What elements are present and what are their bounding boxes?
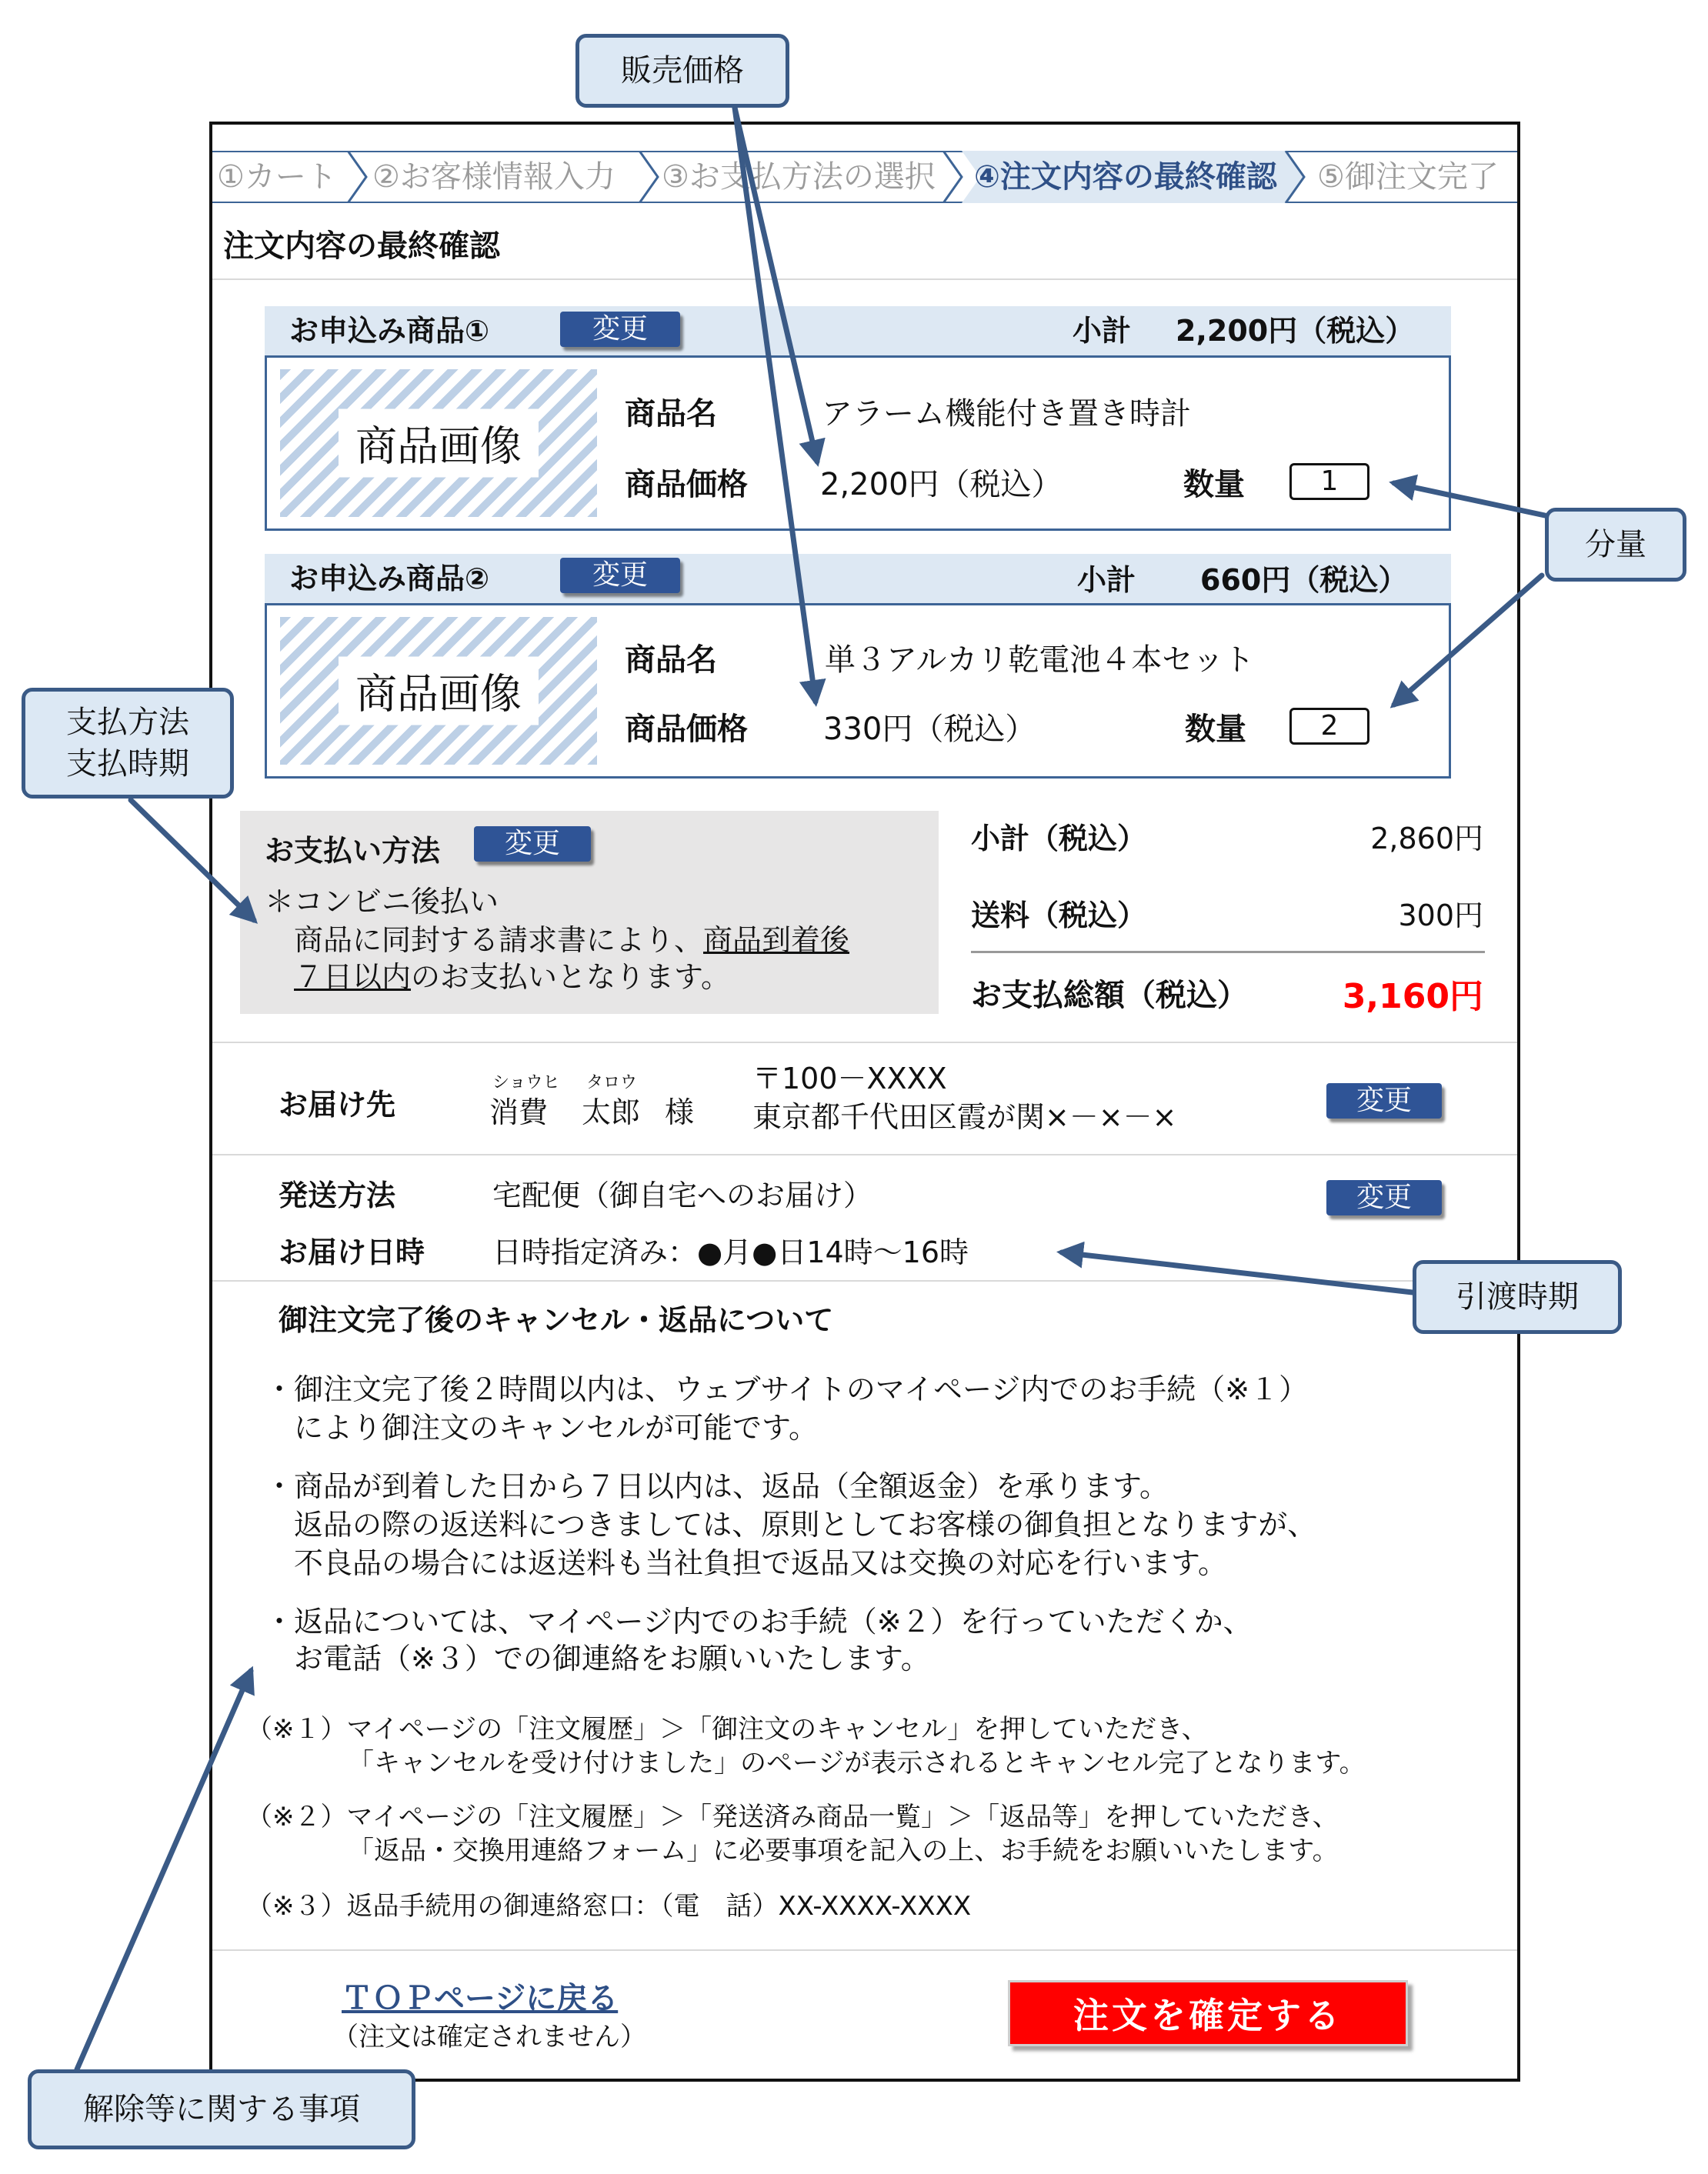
cancel-bullet-1-line-1: ・御注文完了後２時間以内は、ウェブサイトのマイページ内でのお手続（※１） bbox=[265, 1372, 1309, 1406]
shipping-change-button[interactable]: 変更 bbox=[1326, 1180, 1442, 1215]
divider bbox=[212, 1280, 1517, 1282]
divider bbox=[212, 1042, 1517, 1043]
payment-desc-1: 商品に同封する請求書により、 bbox=[294, 923, 704, 957]
page-title: 注文内容の最終確認 bbox=[223, 228, 500, 264]
callout-quantity: 分量 bbox=[1545, 508, 1686, 582]
payment-desc-2: のお支払いとなります。 bbox=[411, 960, 730, 994]
delivery-address: 東京都千代田区霞が関×－×－× bbox=[752, 1100, 1177, 1134]
cancel-note-3: （※３）返品手続用の御連絡窓口：（電 話）XX-XXXX-XXXX bbox=[246, 1891, 972, 1922]
divider bbox=[212, 278, 1517, 280]
cancel-bullet-3-line-2: お電話（※３）での御連絡をお願いいたします。 bbox=[294, 1642, 930, 1676]
item-2-title: お申込み商品② bbox=[289, 562, 490, 595]
callout-payment-line-2: 支払時期 bbox=[66, 746, 189, 782]
confirm-order-button[interactable]: 注文を確定する bbox=[1008, 1980, 1408, 2046]
shipping-method-label: 発送方法 bbox=[279, 1179, 396, 1212]
payment-desc-line-2 bbox=[294, 960, 730, 995]
item-1-price: 2,200円（税込） bbox=[820, 467, 1062, 502]
delivery-postal: 〒100－XXXX bbox=[752, 1062, 947, 1095]
cancel-bullet-3-line-1: ・返品については、マイページ内でのお手続（※２）を行っていただくか、 bbox=[265, 1605, 1253, 1639]
callout-payment bbox=[22, 688, 234, 799]
item-1-qty: 1 bbox=[1289, 463, 1369, 500]
item-1-product-image bbox=[280, 369, 597, 517]
item-2-name: 単３アルカリ乾電池４本セット bbox=[825, 642, 1255, 678]
cancel-bullet-2-line-3: 不良品の場合には返送料も当社負担で返品又は交換の対応を行います。 bbox=[294, 1546, 1227, 1580]
delivery-name-last: 消費 bbox=[489, 1095, 549, 1129]
totals-subtotal-label: 小計（税込） bbox=[971, 822, 1147, 855]
item-2-change-button[interactable]: 変更 bbox=[560, 558, 680, 593]
callout-cancellation: 解除等に関する事項 bbox=[28, 2069, 415, 2149]
item-2-price-label: 商品価格 bbox=[625, 712, 748, 747]
payment-change-button[interactable]: 変更 bbox=[474, 826, 591, 862]
payment-desc-line-1 bbox=[294, 923, 849, 959]
delivery-honorific: 様 bbox=[665, 1095, 695, 1129]
delivery-name-first: 太郎 bbox=[582, 1095, 641, 1129]
item-1-image-label: 商品画像 bbox=[339, 409, 539, 478]
delivery-date-value: 日時指定済み：●月●日14時～16時 bbox=[492, 1235, 969, 1269]
item-1-subtotal-value: 2,200円（税込） bbox=[1176, 314, 1415, 348]
callout-delivery-time: 引渡時期 bbox=[1413, 1260, 1622, 1334]
totals-total-label: お支払総額（税込） bbox=[971, 978, 1248, 1013]
step-payment-method: ③お支払方法の選択 bbox=[662, 159, 936, 195]
cancel-bullet-2-line-2: 返品の際の返送料につきましては、原則としてお客様の御負担となりますが、 bbox=[294, 1508, 1317, 1542]
item-2-qty-label: 数量 bbox=[1185, 712, 1246, 747]
totals-shipping-value: 300円 bbox=[1398, 899, 1483, 932]
totals-shipping-label: 送料（税込） bbox=[971, 899, 1147, 932]
item-1-title: お申込み商品① bbox=[289, 314, 490, 348]
item-2-subtotal-label: 小計 bbox=[1077, 563, 1136, 597]
payment-desc-1-underlined: 商品到着後 bbox=[703, 923, 850, 957]
shipping-method-value: 宅配便（御自宅へのお届け） bbox=[492, 1179, 873, 1212]
item-2-qty: 2 bbox=[1289, 708, 1369, 745]
delivery-ruby-first: タロウ bbox=[586, 1073, 638, 1092]
step-cart: ①カート bbox=[217, 159, 337, 195]
item-1-name-label: 商品名 bbox=[625, 396, 717, 432]
delivery-date-label: お届け日時 bbox=[279, 1235, 425, 1269]
delivery-label: お届け先 bbox=[279, 1088, 396, 1122]
top-page-link[interactable]: ＴＯＰページに戻る bbox=[342, 1981, 619, 2016]
payment-method: ＊コンビニ後払い bbox=[265, 885, 499, 919]
item-1-subtotal-label: 小計 bbox=[1073, 314, 1132, 348]
item-1-name: アラーム機能付き置き時計 bbox=[822, 396, 1191, 432]
item-1-qty-label: 数量 bbox=[1183, 467, 1245, 502]
divider bbox=[212, 1154, 1517, 1155]
cancel-bullet-2-line-1: ・商品が到着した日から７日以内は、返品（全額返金）を承ります。 bbox=[265, 1469, 1169, 1503]
item-1-price-label: 商品価格 bbox=[625, 467, 748, 502]
divider bbox=[212, 1949, 1517, 1951]
step-customer-info: ②お客様情報入力 bbox=[372, 159, 615, 195]
item-2-subtotal-value: 660円（税込） bbox=[1200, 563, 1408, 597]
cancel-bullet-1-line-2: により御注文のキャンセルが可能です。 bbox=[294, 1411, 818, 1445]
cancel-note-2-line-1: （※２）マイページの「注文履歴」＞「発送済み商品一覧」＞「返品等」を押していただき、 bbox=[246, 1802, 1339, 1832]
payment-title: お支払い方法 bbox=[265, 834, 441, 868]
totals-divider bbox=[971, 951, 1485, 953]
item-2-image-label: 商品画像 bbox=[339, 657, 539, 725]
top-page-note: （注文は確定されません） bbox=[332, 2022, 646, 2052]
item-2-product-image bbox=[280, 617, 597, 765]
cancel-note-1-line-1: （※１）マイページの「注文履歴」＞「御注文のキャンセル」を押していただき、 bbox=[246, 1714, 1208, 1745]
step-final-confirmation: ④注文内容の最終確認 bbox=[974, 159, 1277, 195]
step-order-complete: ⑤御注文完了 bbox=[1317, 159, 1499, 195]
cancel-note-2-line-2: 「返品・交換用連絡フォーム」に必要事項を記入の上、お手続をお願いいたします。 bbox=[348, 1836, 1339, 1866]
totals-total-value: 3,160円 bbox=[1342, 977, 1483, 1016]
callout-payment-line-1: 支払方法 bbox=[66, 705, 189, 740]
item-1-change-button[interactable]: 変更 bbox=[560, 312, 680, 347]
payment-desc-2-underlined: ７日以内 bbox=[294, 960, 412, 994]
cancel-title: 御注文完了後のキャンセル・返品について bbox=[279, 1303, 834, 1337]
callout-sale-price: 販売価格 bbox=[575, 34, 789, 108]
delivery-ruby-last: ショウヒ bbox=[492, 1073, 560, 1092]
item-2-name-label: 商品名 bbox=[625, 642, 717, 678]
delivery-change-button[interactable]: 変更 bbox=[1326, 1083, 1442, 1119]
totals-subtotal-value: 2,860円 bbox=[1370, 822, 1483, 855]
cancel-note-1-line-2: 「キャンセルを受け付けました」のページが表示されるとキャンセル完了となります。 bbox=[348, 1748, 1366, 1779]
item-2-price: 330円（税込） bbox=[823, 712, 1036, 747]
